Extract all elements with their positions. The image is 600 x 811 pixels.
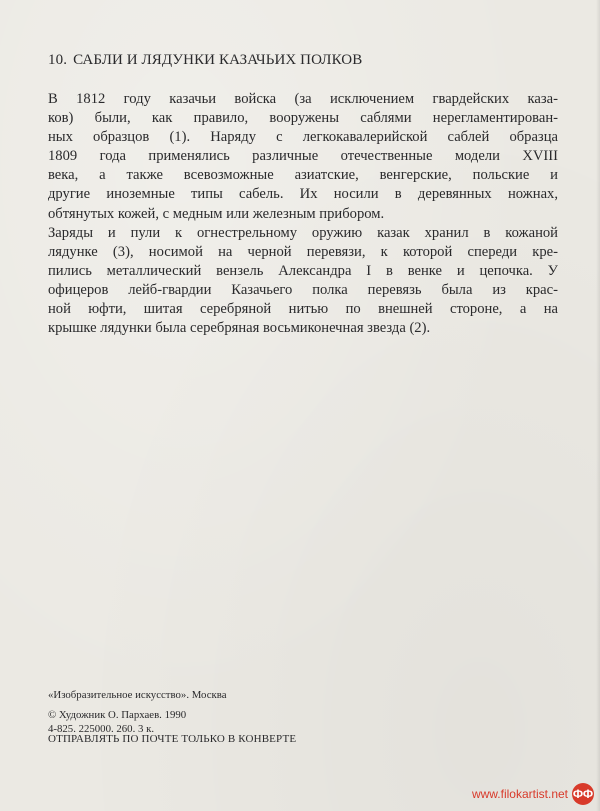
- card-title-text: САБЛИ И ЛЯДУНКИ КАЗАЧЬИХ ПОЛКОВ: [73, 52, 363, 68]
- watermark-logo-icon: ФФ: [572, 783, 594, 805]
- artist-credit: © Художник О. Пархаев. 1990: [48, 708, 187, 721]
- text-line: крышке лядунки была серебряная восьмиконечная звезда (2).: [48, 320, 431, 337]
- paper-edge-shadow: [596, 0, 600, 811]
- publisher-line: «Изобразительное искусство». Москва: [48, 689, 227, 701]
- text-line: другие иноземные типы сабель. Их носили в деревянных ножнах,: [48, 186, 558, 203]
- text-line: века, а также всевозможные азиатские, венгерские, польские и: [48, 167, 558, 184]
- text-line: обтянутых кожей, с медным или железным прибором.: [48, 205, 385, 222]
- text-line: 1809 года применялись различные отечественные модели XVIII: [48, 148, 558, 165]
- text-line: лядунке (3), носимой на черной перевязи, к которой спереди кре-: [48, 243, 558, 260]
- text-line: пились металлический вензель Александра I в венке и цепочка. У: [48, 262, 558, 279]
- print-codes: 4-825. 225000. 260. 3 к.: [48, 723, 155, 735]
- text-line: ков) были, как правило, вооружены саблями нерегламентирован-: [48, 110, 558, 127]
- card-title: [48, 52, 362, 69]
- text-line: Заряды и пули к огнестрельному оружию казак хранил в кожаной: [48, 224, 558, 241]
- description-text: [48, 90, 558, 338]
- text-line: В 1812 году казачьи войска (за исключением гвардейских каза-: [48, 91, 558, 107]
- text-line: офицеров лейб-гвардии Казачьего полка перевязь была из крас-: [48, 281, 558, 298]
- text-line: ных образцов (1). Наряду с легкокавалерийской саблей образца: [48, 129, 558, 146]
- mailing-note: ОТПРАВЛЯТЬ ПО ПОЧТЕ ТОЛЬКО В КОНВЕРТЕ: [48, 733, 297, 745]
- site-watermark: [472, 783, 594, 805]
- text-line: ной юфти, шитая серебряной нитью по внешней стороне, а на: [48, 301, 558, 318]
- card-number: 10.: [48, 52, 68, 68]
- watermark-url: www.filokartist.net: [471, 787, 568, 801]
- publisher-imprint: [48, 688, 227, 737]
